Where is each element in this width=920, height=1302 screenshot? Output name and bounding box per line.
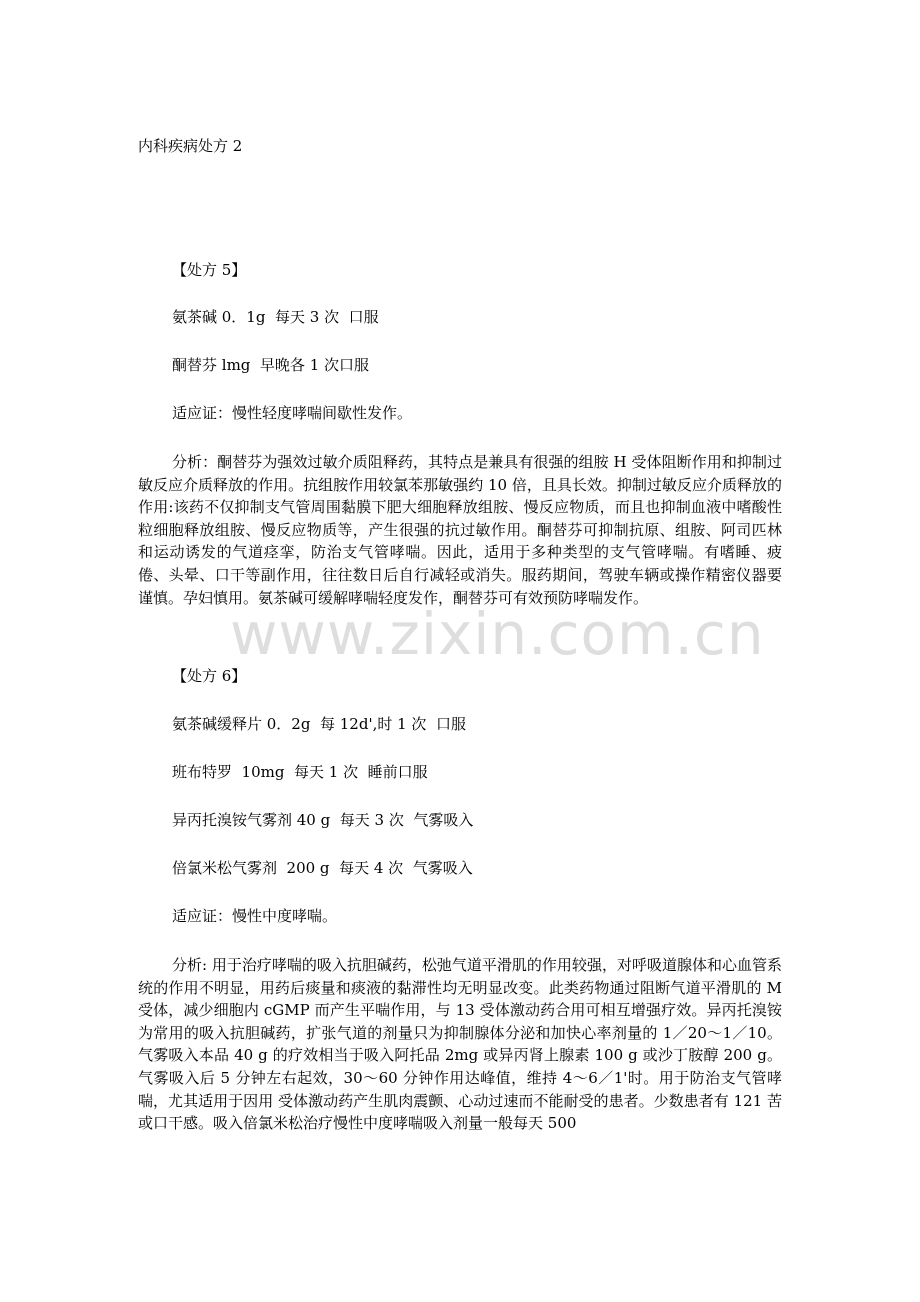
rx5-analysis: 分析：酮替芬为强效过敏介质阻释药，其特点是兼具有很强的组胺 H 受体阻断作用和抑制过敏反应介质释放的作用。抗组胺作用较氯苯那敏强约 10 倍，且具长效。抑制过敏反应介质释放的作用:该药不仅抑制支气管周围黏膜下肥大细胞释放组胺、慢反应物质，而且也抑制血液中嗜酸性粒细胞释放组胺、慢反应物质等，产生很强的抗过敏作用。酮替芬可抑制抗原、组胺、阿司匹林和运动诱发的气道痉挛，防治支气管哮喘。因此，适用于多种类型的支气管哮喘。有嗜睡、疲倦、头晕、口干等副作用，往往数日后自行减轻或消失。服药期间，驾驶车辆或操作精密仪器要谨慎。孕妇慎用。氨茶碱可缓解哮喘轻度发作，酮替芬可有效预防哮喘发作。 bbox=[138, 453, 782, 607]
rx5-heading: 【处方 5】 bbox=[172, 261, 247, 279]
rx5-drug-2: 酮替芬 lmg 早晚各 1 次口服 bbox=[172, 356, 370, 374]
document-title: 内科疾病处方 2 bbox=[138, 137, 243, 155]
site-watermark: www.zixin.com.cn bbox=[230, 600, 765, 668]
rx6-drug-1: 氨茶碱缓释片 0．2g 每 12d',时 1 次 口服 bbox=[172, 715, 466, 733]
rx5-indication: 适应证：慢性轻度哮喘间歇性发作。 bbox=[172, 404, 413, 422]
rx6-drug-4: 倍氯米松气雾剂 200 g 每天 4 次 气雾吸入 bbox=[172, 859, 473, 877]
rx6-indication: 适应证：慢性中度哮喘。 bbox=[172, 907, 338, 925]
rx6-heading: 【处方 6】 bbox=[172, 667, 247, 685]
rx6-drug-2: 班布特罗 10mg 每天 1 次 睡前口服 bbox=[172, 763, 428, 781]
rx6-analysis: 分析: 用于治疗哮喘的吸入抗胆碱药，松弛气道平滑肌的作用较强，对呼吸道腺体和心血管系统的作用不明显，用药后痰量和痰液的黏滞性均无明显改变。此类药物通过阻断气道平滑肌的 M 受体，减少细胞内 cGMP 而产生平喘作用，与 13 受体激动药合用可相互增强疗效。异丙托溴铵为常用的吸入抗胆碱药，扩张气道的剂量只为抑制腺体分泌和加快心率剂量的 1／20～1／10。气雾吸入本品 40 g 的疗效相当于吸入阿托品 2mg 或异丙肾上腺素 100 g 或沙丁胺醇 200 g。气雾吸入后 5 分钟左右起效，30～60 分钟作用达峰值，维持 4～6／1'时。用于防治支气管哮喘，尤其适用于因用 受体激动药产生肌肉震颤、心动过速而不能耐受的患者。少数患者有 121 苦或口干感。吸入倍氯米松治疗慢性中度哮喘吸入剂量一般每天 500 bbox=[138, 956, 782, 1133]
rx5-drug-1: 氨茶碱 0．1g 每天 3 次 口服 bbox=[172, 308, 379, 326]
rx6-drug-3: 异丙托溴铵气雾剂 40 g 每天 3 次 气雾吸入 bbox=[172, 811, 474, 829]
